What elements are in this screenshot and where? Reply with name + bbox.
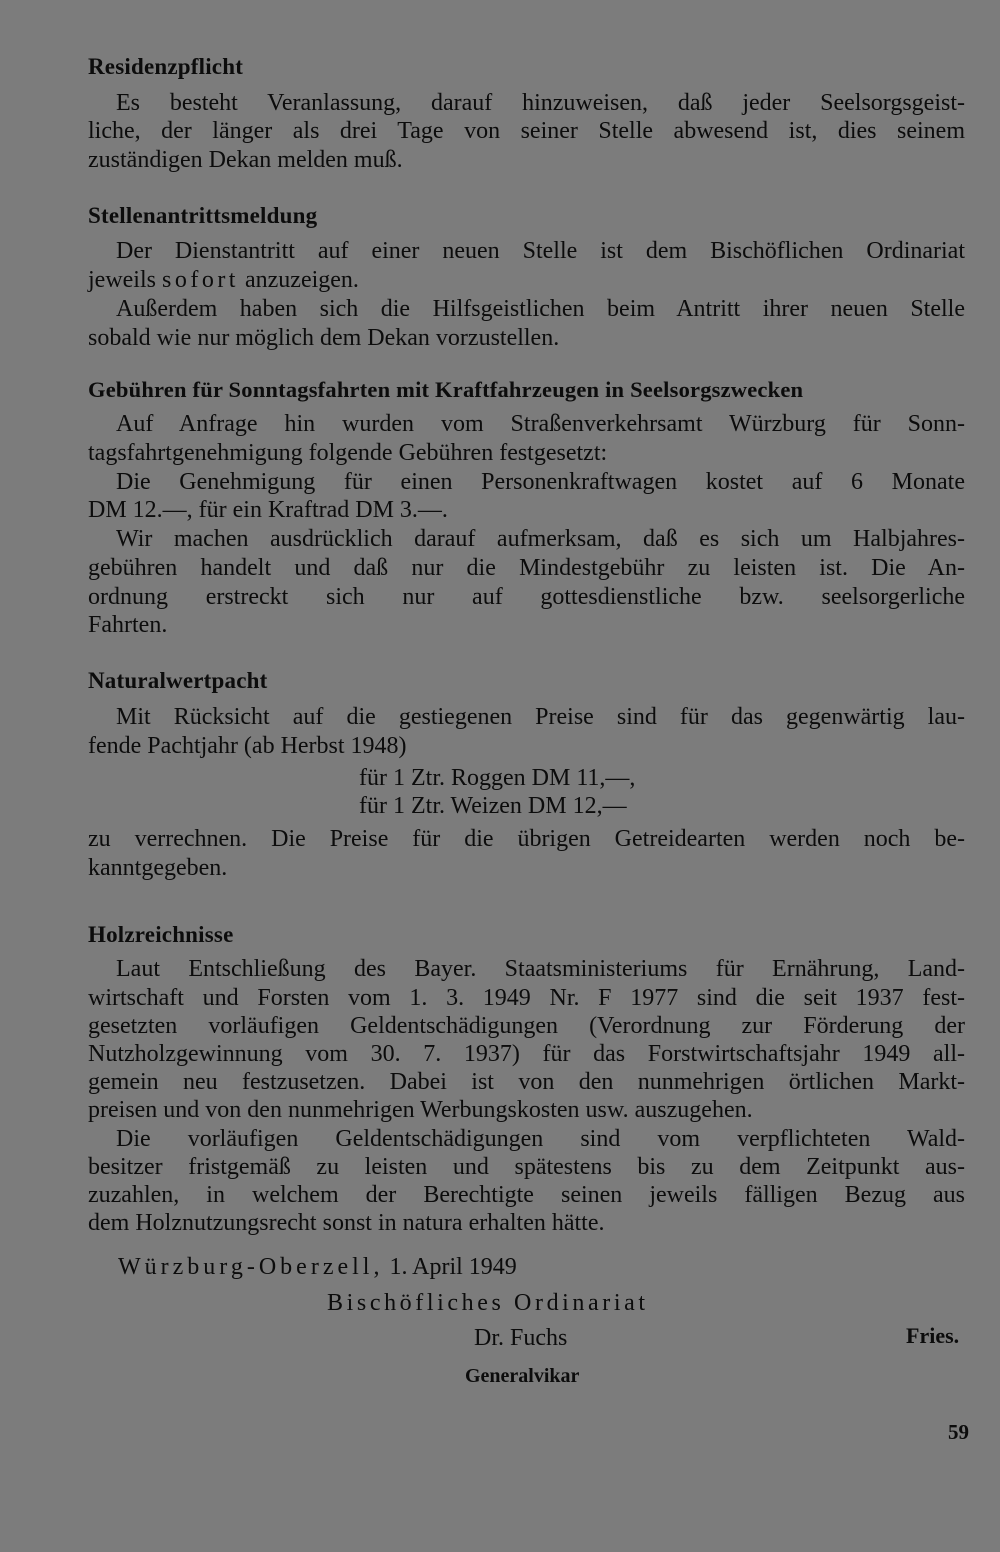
paragraph-line: gemein neu festzusetzen. Dabei ist von den nunmehrigen örtlichen Markt- [88, 1069, 965, 1095]
text-fragment: anzuzeigen. [238, 267, 359, 293]
paragraph-line: Die Genehmigung für einen Personenkraftwagen kostet auf 6 Monate [116, 469, 965, 495]
price-line-weizen: für 1 Ztr. Weizen DM 12,— [359, 793, 627, 819]
paragraph-line: zu verrechnen. Die Preise für die übrigen Getreidearten werden noch be- [88, 826, 965, 852]
paragraph-line: Mit Rücksicht auf die gestiegenen Preise sind für das gegenwärtig lau- [116, 704, 965, 730]
paragraph-line: dem Holznutzungsrecht sonst in natura erhalten hätte. [88, 1210, 605, 1236]
signer-title: Generalvikar [465, 1365, 580, 1387]
paragraph-line: Auf Anfrage hin wurden vom Straßenverkehrsamt Würzburg für Sonn- [116, 411, 965, 437]
paragraph-line [88, 267, 359, 294]
text-fragment: jeweils [88, 267, 162, 293]
section-heading-naturalwertpacht: Naturalwertpacht [88, 668, 268, 693]
section-heading-holzreichnisse: Holzreichnisse [88, 922, 234, 947]
section-heading-stellenantrittsmeldung: Stellenantrittsmeldung [88, 203, 318, 228]
paragraph-line: ordnung erstreckt sich nur auf gottesdienstliche bzw. seelsorgerliche [88, 584, 965, 610]
cosigner-name: Fries. [906, 1323, 960, 1348]
place: Würzburg-Oberzell, [118, 1254, 384, 1280]
section-heading-gebuehren: Gebühren für Sonntagsfahrten mit Kraftfahrzeugen in Seelsorgszwecken [88, 377, 804, 402]
paragraph-line: tagsfahrtgenehmigung folgende Gebühren festgesetzt: [88, 440, 608, 466]
paragraph-line: Die vorläufigen Geldentschädigungen sind vom verpflichteten Wald- [116, 1126, 965, 1152]
paragraph-line: Außerdem haben sich die Hilfsgeistlichen beim Antritt ihrer neuen Stelle [116, 296, 965, 322]
paragraph-line: liche, der länger als drei Tage von seiner Stelle abwesend ist, dies seinem [88, 118, 965, 144]
paragraph-line: gesetzten vorläufigen Geldentschädigungen (Verordnung zur Förderung der [88, 1013, 965, 1039]
office-name: Bischöfliches Ordinariat [327, 1290, 649, 1316]
section-heading-residenzpflicht: Residenzpflicht [88, 54, 244, 79]
paragraph-line: zuzahlen, in welchem der Berechtigte seinen jeweils fälligen Bezug aus [88, 1182, 965, 1208]
paragraph-line: Fahrten. [88, 612, 168, 638]
paragraph-line: Der Dienstantritt auf einer neuen Stelle ist dem Bischöflichen Ordinariat [116, 238, 965, 264]
paragraph-line: sobald wie nur möglich dem Dekan vorzustellen. [88, 325, 560, 351]
signer-name: Dr. Fuchs [474, 1325, 568, 1351]
page-number: 59 [948, 1420, 969, 1444]
paragraph-line: DM 12.—, für ein Kraftrad DM 3.—. [88, 497, 448, 523]
date: 1. April 1949 [383, 1254, 517, 1280]
paragraph-line: Laut Entschließung des Bayer. Staatsministeriums für Ernährung, Land- [116, 956, 965, 982]
paragraph-line: zuständigen Dekan melden muß. [88, 147, 403, 173]
paragraph-line: preisen und von den nunmehrigen Werbungskosten usw. auszugehen. [88, 1097, 753, 1123]
paragraph-line: kanntgegeben. [88, 855, 228, 881]
paragraph-line: wirtschaft und Forsten vom 1. 3. 1949 Nr. F 1977 sind die seit 1937 fest- [88, 985, 965, 1011]
paragraph-line: Nutzholzgewinnung vom 30. 7. 1937) für das Forstwirtschaftsjahr 1949 all- [88, 1041, 965, 1067]
paragraph-line: besitzer fristgemäß zu leisten und spätestens bis zu dem Zeitpunkt aus- [88, 1154, 965, 1180]
price-line-roggen: für 1 Ztr. Roggen DM 11,—, [359, 765, 636, 791]
paragraph-line: Es besteht Veranlassung, darauf hinzuweisen, daß jeder Seelsorgsgeist- [116, 90, 965, 116]
paragraph-line: fende Pachtjahr (ab Herbst 1948) [88, 733, 407, 759]
emphasized-word: sofort [161, 267, 239, 293]
place-date-line [118, 1254, 517, 1281]
paragraph-line: Wir machen ausdrücklich darauf aufmerksam, daß es sich um Halbjahres- [116, 526, 965, 552]
paragraph-line: gebühren handelt und daß nur die Mindestgebühr zu leisten ist. Die An- [88, 555, 965, 581]
